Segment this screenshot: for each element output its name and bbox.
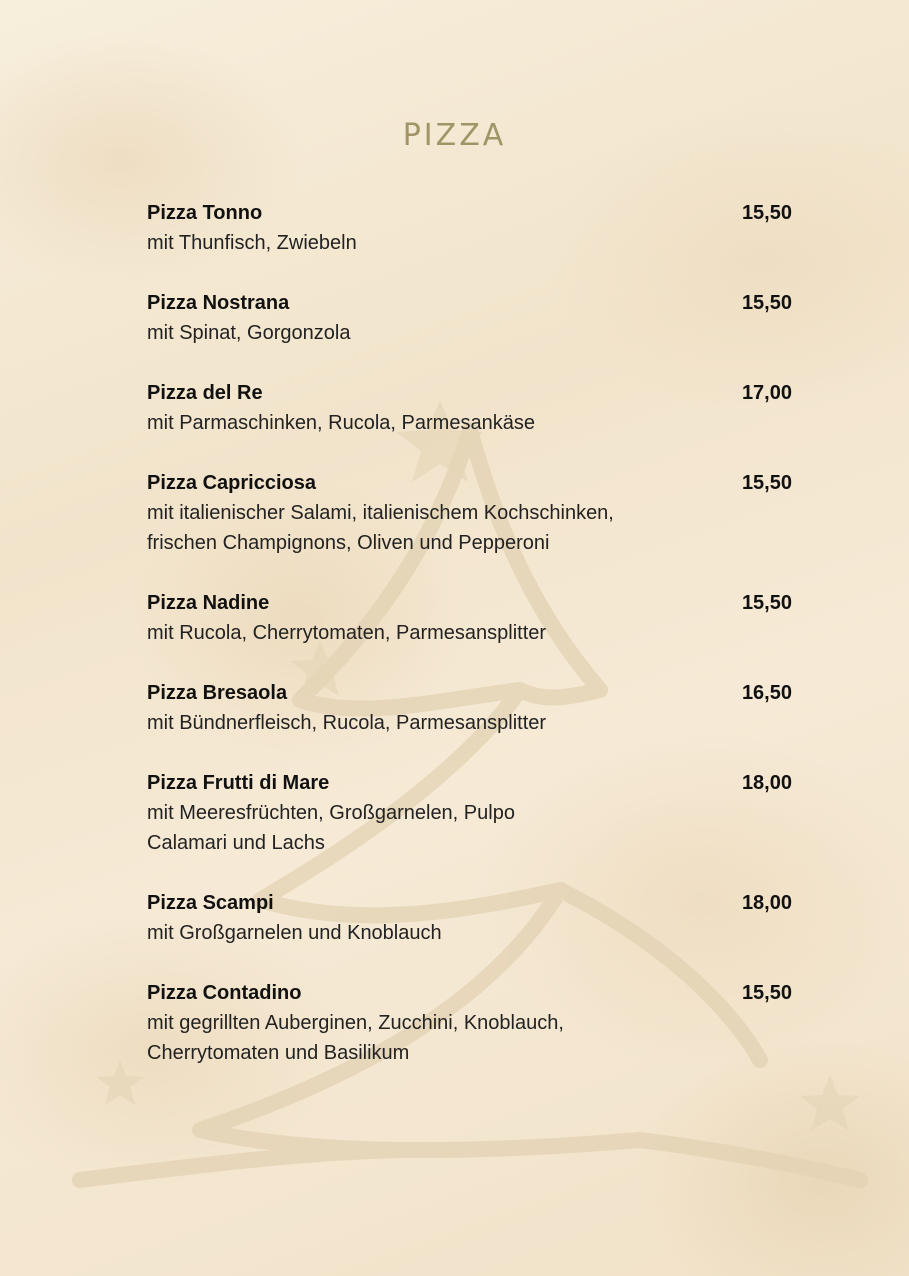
- page-title: PIZZA: [402, 118, 507, 153]
- menu-list: [147, 198, 792, 1098]
- item-price: 15,50: [741, 472, 792, 494]
- menu-item: [147, 378, 792, 438]
- menu-item: [147, 888, 792, 948]
- item-name: Pizza del Re: [147, 382, 263, 404]
- item-name: Pizza Bresaola: [147, 682, 288, 704]
- item-price: 18,00: [741, 772, 792, 794]
- item-name: Pizza Nadine: [147, 592, 270, 614]
- item-name: Pizza Frutti di Mare: [147, 772, 330, 794]
- menu-item: [147, 588, 792, 648]
- menu-item: [147, 468, 792, 558]
- item-description: mit Spinat, Gorgonzola: [147, 322, 351, 344]
- item-name: Pizza Contadino: [147, 982, 302, 1004]
- item-price: 16,50: [741, 682, 792, 704]
- item-price: 17,00: [741, 382, 792, 404]
- item-price: 15,50: [741, 592, 792, 614]
- item-name: Pizza Tonno: [147, 202, 263, 224]
- item-name: Pizza Capricciosa: [147, 472, 316, 494]
- item-description: mit Parmaschinken, Rucola, Parmesankäse: [147, 412, 535, 434]
- item-description: mit Großgarnelen und Knoblauch: [147, 922, 442, 944]
- item-description: mit Meeresfrüchten, Großgarnelen, Pulpo Calamari und Lachs: [147, 802, 515, 854]
- item-price: 18,00: [741, 892, 792, 914]
- item-description: mit Bündnerfleisch, Rucola, Parmesansplitter: [147, 712, 547, 734]
- item-name: Pizza Scampi: [147, 892, 274, 914]
- menu-item: [147, 198, 792, 258]
- item-description: mit Thunfisch, Zwiebeln: [147, 232, 357, 254]
- item-description: mit Rucola, Cherrytomaten, Parmesansplitter: [147, 622, 547, 644]
- menu-item: [147, 678, 792, 738]
- menu-item: [147, 768, 792, 858]
- item-price: 15,50: [741, 202, 792, 224]
- menu-item: [147, 288, 792, 348]
- item-price: 15,50: [741, 982, 792, 1004]
- item-price: 15,50: [741, 292, 792, 314]
- item-name: Pizza Nostrana: [147, 292, 290, 314]
- item-description: mit gegrillten Auberginen, Zucchini, Knoblauch, Cherrytomaten und Basilikum: [147, 1012, 564, 1064]
- menu-item: [147, 978, 792, 1068]
- item-description: mit italienischer Salami, italienischem Kochschinken, frischen Champignons, Oliven und Pepperoni: [147, 502, 614, 554]
